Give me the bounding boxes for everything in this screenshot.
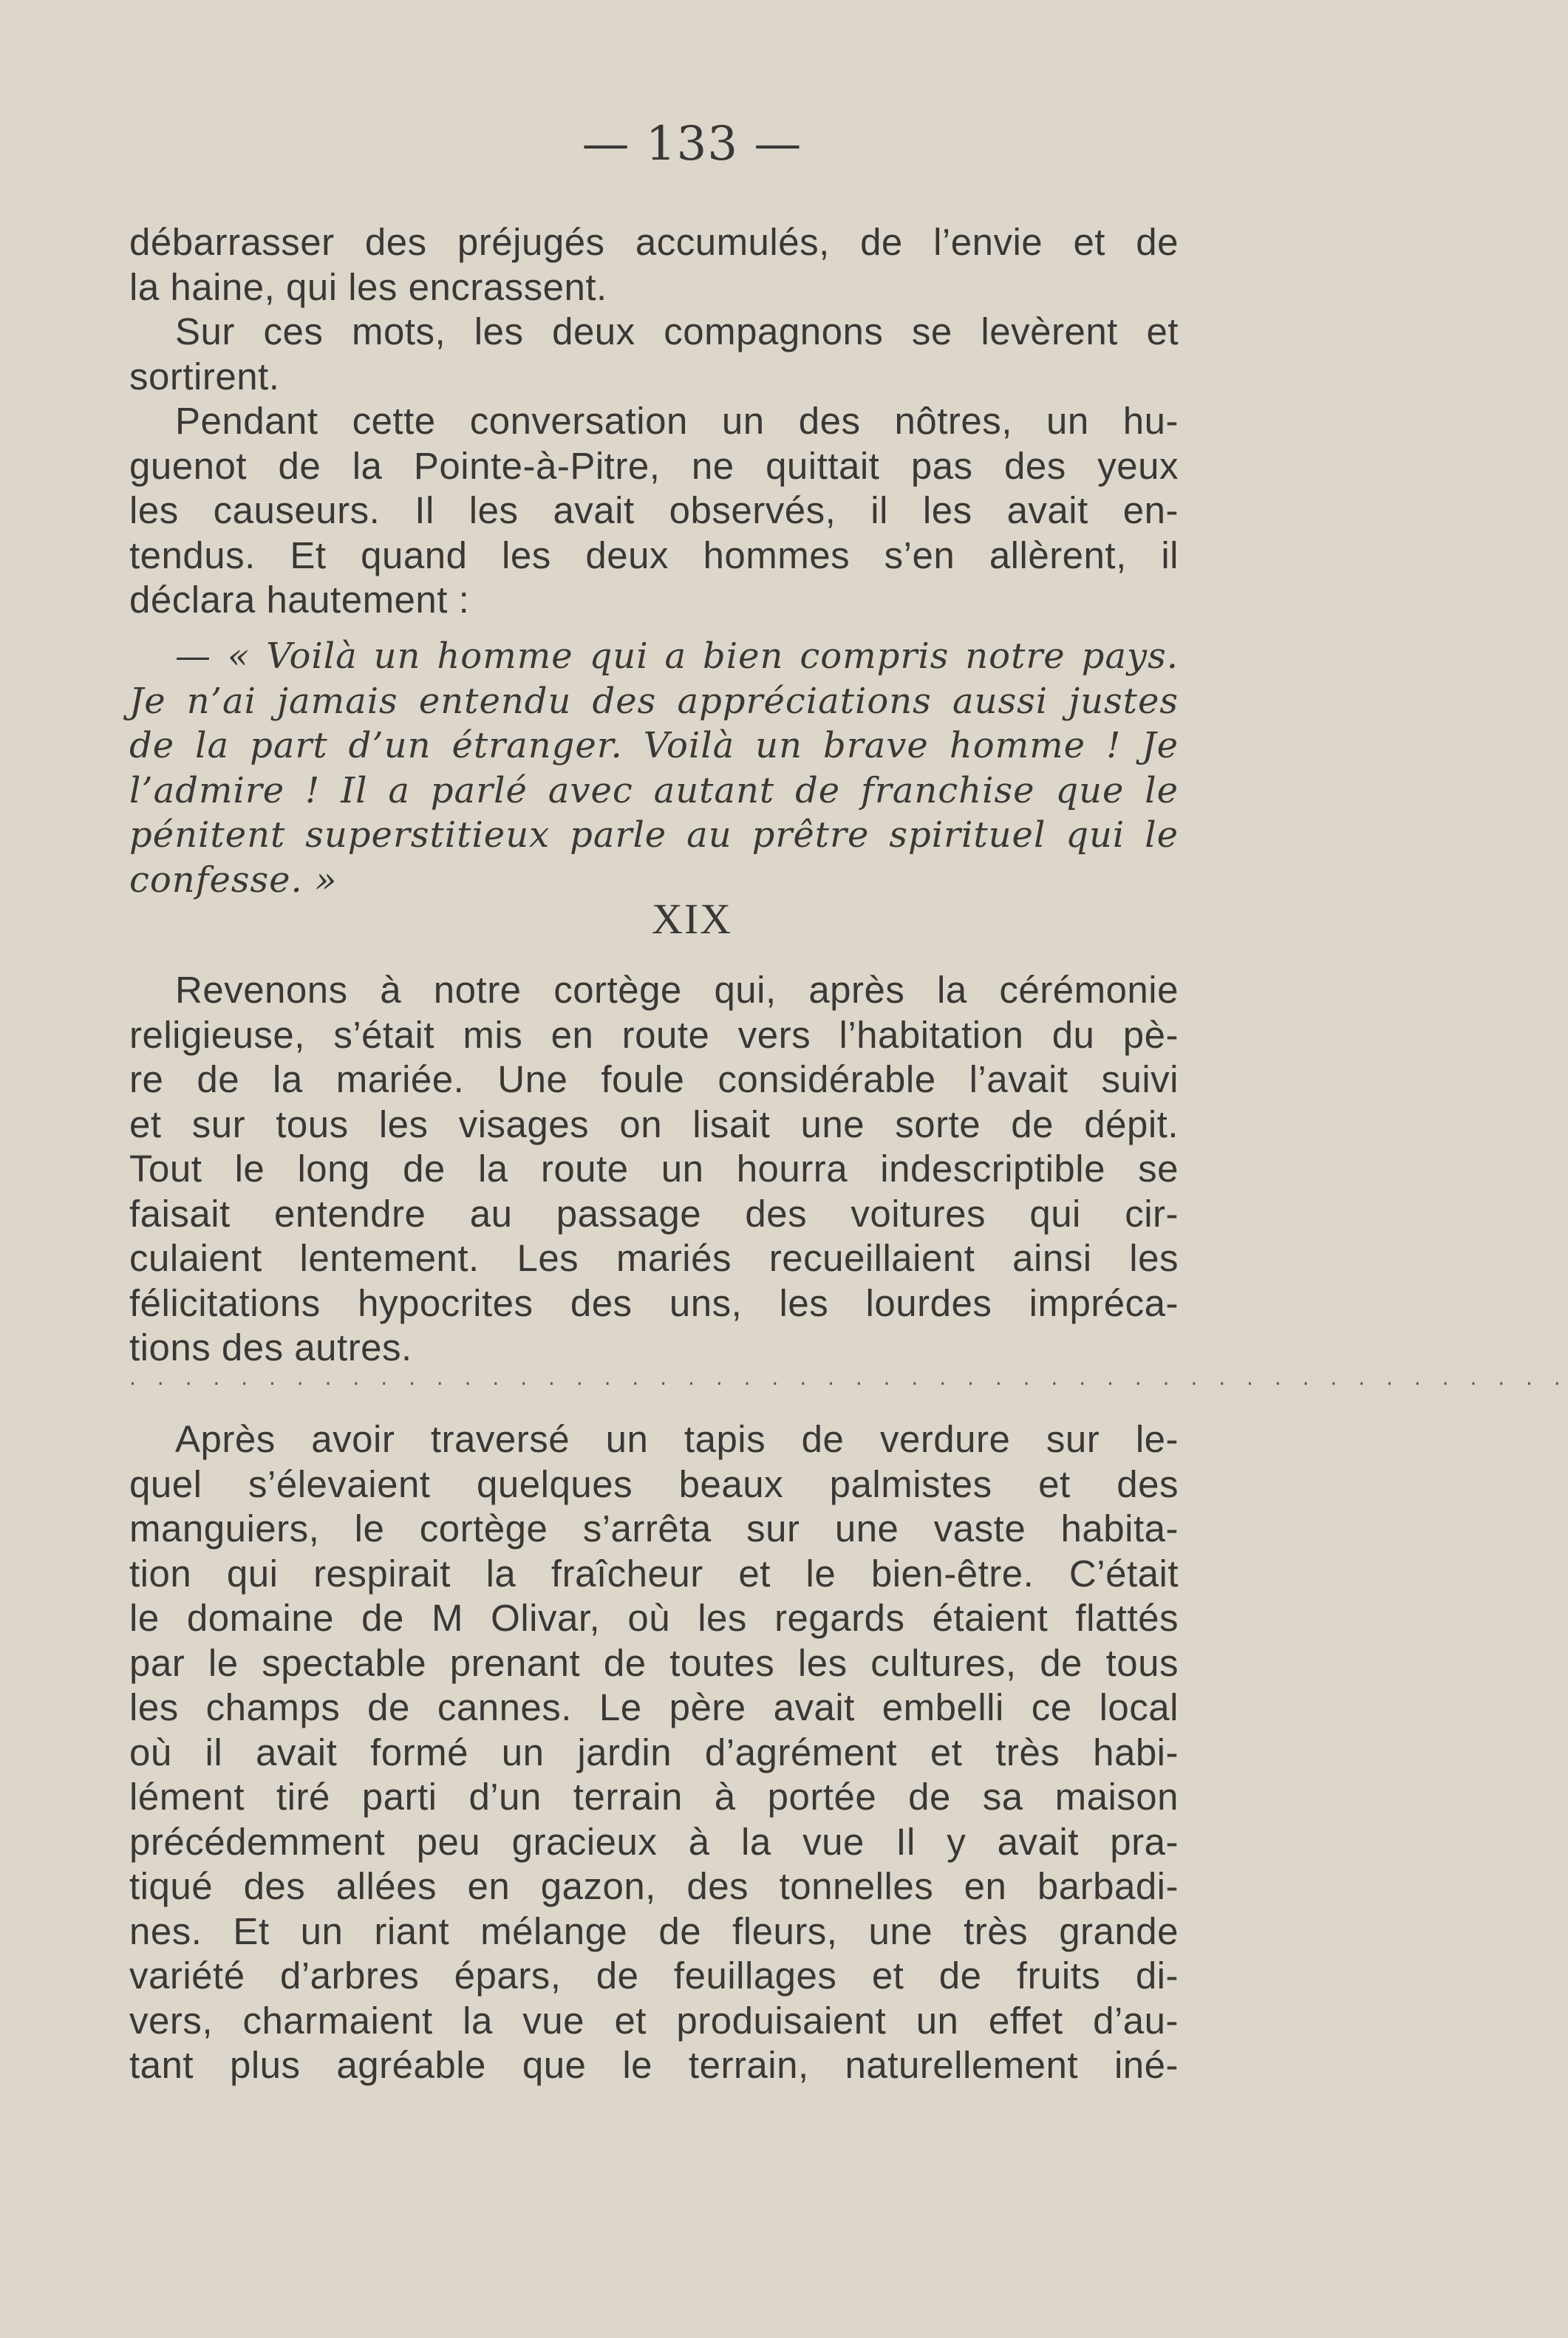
text-line: faisait entendre au passage des voitures qui cir-	[129, 1192, 1179, 1235]
text-line: religieuse, s’était mis en route vers l’habitation du pè-	[129, 1013, 1179, 1056]
text-line: sortirent.	[129, 355, 280, 398]
text-line: le domaine de M Olivar, où les regards étaient flattés	[129, 1597, 1179, 1639]
text-line: tendus. Et quand les deux hommes s’en allèrent, il	[129, 534, 1179, 576]
text-line: Après avoir traversé un tapis de verdure sur le-	[175, 1418, 1179, 1460]
text-line: quel s’élevaient quelques beaux palmistes et des	[129, 1462, 1179, 1505]
quote-line: l’admire ! Il a parlé avec autant de franchise que le	[129, 769, 1179, 811]
text-line: les causeurs. Il les avait observés, il les avait en-	[129, 489, 1179, 531]
text-line: la haine, qui les encrassent.	[129, 265, 607, 308]
chapter-heading: XIX	[651, 895, 733, 943]
text-line: félicitations hypocrites des uns, les lourdes impréca-	[129, 1281, 1179, 1324]
text-block-top	[129, 220, 1179, 623]
text-line: et sur tous les visages on lisait une sorte de dépit.	[129, 1102, 1179, 1145]
text-line: nes. Et un riant mélange de fleurs, une très grande	[129, 1909, 1179, 1952]
text-line: débarrasser des préjugés accumulés, de l’envie et de	[129, 221, 1179, 263]
text-line: Sur ces mots, les deux compagnons se levèrent et	[175, 310, 1179, 352]
text-line: manguiers, le cortège s’arrêta sur une vaste habita-	[129, 1507, 1179, 1550]
text-line: lément tiré parti d’un terrain à portée de sa maison	[129, 1776, 1179, 1818]
text-line: Revenons à notre cortège qui, après la cérémonie	[175, 969, 1179, 1011]
quote-line: confesse. »	[129, 859, 338, 901]
text-line: où il avait formé un jardin d’agrément et très habi-	[129, 1731, 1179, 1773]
text-line: tant plus agréable que le terrain, naturellement iné-	[129, 2044, 1179, 2086]
text-line: variété d’arbres épars, de feuillages et de fruits di-	[129, 1954, 1179, 1997]
quote-line: pénitent superstitieux parle au prêtre spirituel qui le	[129, 814, 1179, 856]
text-line: vers, charmaient la vue et produisaient un effet d’au-	[129, 1999, 1179, 2042]
text-line: Tout le long de la route un hourra indescriptible se	[129, 1148, 1179, 1190]
text-block-bottom	[129, 1417, 1179, 2088]
page-number: — 133 —	[582, 117, 802, 171]
text-line: par le spectable prenant de toutes les cultures, de tous	[129, 1641, 1179, 1684]
dotted-separator: . . . . . . . . . . . . . . . . . . . . . . . . . . . . . . . . . . . . . . . . . . . . . . . . . . . .	[129, 1366, 1568, 1390]
text-line: déclara hautement :	[129, 579, 470, 621]
text-line: tions des autres.	[129, 1326, 412, 1369]
quote-line: — « Voilà un homme qui a bien compris notre pays.	[175, 635, 1179, 677]
text-line: précédemment peu gracieux à la vue Il y avait pra-	[129, 1820, 1179, 1863]
text-line: tion qui respirait la fraîcheur et le bien-être. C’était	[129, 1552, 1179, 1595]
text-line: re de la mariée. Une foule considérable l’avait suivi	[129, 1058, 1179, 1100]
quote-line: de la part d’un étranger. Voilà un brave homme ! Je	[129, 725, 1179, 766]
quote-line: Je n’ai jamais entendu des appréciations aussi justes	[129, 680, 1179, 722]
text-line: Pendant cette conversation un des nôtres, un hu-	[175, 400, 1179, 442]
text-line: les champs de cannes. Le père avait embelli ce local	[129, 1686, 1179, 1728]
text-line: tiqué des allées en gazon, des tonnelles en barbadi-	[129, 1865, 1179, 1907]
text-line: culaient lentement. Les mariés recueillaient ainsi les	[129, 1237, 1179, 1279]
text-block-middle	[129, 968, 1179, 1371]
text-line: guenot de la Pointe-à-Pitre, ne quittait pas des yeux	[129, 444, 1179, 487]
quote-block	[129, 634, 1179, 902]
